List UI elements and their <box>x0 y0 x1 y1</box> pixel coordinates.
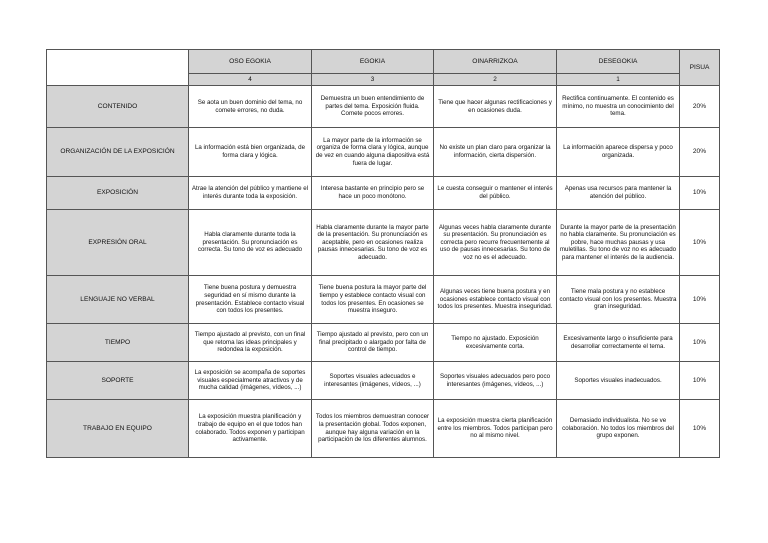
descriptor-cell: La exposición se acompaña de soportes visuales especialmente atractivos y de mucha calidad (imágenes, vídeos, ...) <box>189 362 312 400</box>
level-number-3: 3 <box>312 74 434 86</box>
descriptor-cell: Algunas veces habla claramente durante su presentación. Su pronunciación es correcta pero recurre frecuentemente al uso de pausas innecesarias. Su tono de voz no es el adecuado. <box>434 210 557 276</box>
descriptor-cell: Apenas usa recursos para mantener la atención del público. <box>557 177 680 210</box>
weight-header: PISUA <box>680 50 720 86</box>
descriptor-cell: Le cuesta conseguir o mantener el interés del público. <box>434 177 557 210</box>
table-row <box>47 210 720 276</box>
descriptor-cell: La información aparece dispersa y poco organizada. <box>557 128 680 177</box>
table-row <box>47 276 720 324</box>
descriptor-cell: Todos los miembros demuestran conocer la presentación global. Todos exponen, aunque hay alguna variación en la participación de los diferentes alumnos. <box>312 400 434 458</box>
table-row <box>47 86 720 128</box>
descriptor-cell: Soportes visuales inadecuados. <box>557 362 680 400</box>
level-header-1: DESEGOKIA <box>557 50 680 74</box>
criterion-label: ORGANIZACIÓN DE LA EXPOSICIÓN <box>47 128 189 177</box>
level-header-2: OINARRIZKOA <box>434 50 557 74</box>
weight-cell: 10% <box>680 276 720 324</box>
weight-cell: 10% <box>680 177 720 210</box>
corner-cell <box>47 50 189 86</box>
weight-cell: 20% <box>680 86 720 128</box>
level-header-3: EGOKIA <box>312 50 434 74</box>
descriptor-cell: Interesa bastante en principio pero se hace un poco monótono. <box>312 177 434 210</box>
descriptor-cell: Tiempo ajustado al previsto, pero con un final precipitado o alargado por falta de control de tiempo. <box>312 324 434 362</box>
descriptor-cell: La mayor parte de la información se organiza de forma clara y lógica, aunque de vez en cuando alguna diapositiva está fuera de lugar. <box>312 128 434 177</box>
weight-cell: 20% <box>680 128 720 177</box>
descriptor-cell: Habla claramente durante toda la presentación. Su pronunciación es correcta. Su tono de voz es adecuado <box>189 210 312 276</box>
descriptor-cell: No existe un plan claro para organizar la información, cierta dispersión. <box>434 128 557 177</box>
weight-cell: 10% <box>680 362 720 400</box>
criterion-label: CONTENIDO <box>47 86 189 128</box>
descriptor-cell: Algunas veces tiene buena postura y en ocasiones establece contacto visual con todos los presentes. Muestra inseguridad. <box>434 276 557 324</box>
descriptor-cell: La exposición muestra cierta planificación entre los miembros. Todos participan pero no al mismo nivel. <box>434 400 557 458</box>
descriptor-cell: Atrae la atención del público y mantiene el interés durante toda la exposición. <box>189 177 312 210</box>
level-number-4: 4 <box>189 74 312 86</box>
descriptor-cell: La información está bien organizada, de forma clara y lógica. <box>189 128 312 177</box>
criterion-label: TRABAJO EN EQUIPO <box>47 400 189 458</box>
table-row <box>47 128 720 177</box>
descriptor-cell: Tiene mala postura y no establece contacto visual con los presentes. Muestra gran inseguridad. <box>557 276 680 324</box>
table-row <box>47 400 720 458</box>
level-number-2: 2 <box>434 74 557 86</box>
descriptor-cell: Habla claramente durante la mayor parte de la presentación. Su pronunciación es aceptable, pero en ocasiones realiza pausas innecesarias. Su tono de voz es adecuado. <box>312 210 434 276</box>
level-number-1: 1 <box>557 74 680 86</box>
weight-cell: 10% <box>680 210 720 276</box>
descriptor-cell: Soportes visuales adecuados e interesantes (imágenes, vídeos, ...) <box>312 362 434 400</box>
rubric-table <box>46 49 720 458</box>
weight-cell: 10% <box>680 400 720 458</box>
descriptor-cell: Rectifica continuamente. El contenido es mínimo, no muestra un conocimiento del tema. <box>557 86 680 128</box>
criterion-label: EXPRESIÓN ORAL <box>47 210 189 276</box>
descriptor-cell: Tiene que hacer algunas rectificaciones y en ocasiones duda. <box>434 86 557 128</box>
descriptor-cell: Tiempo no ajustado. Exposición excesivamente corta. <box>434 324 557 362</box>
descriptor-cell: Tiene buena postura la mayor parte del tiempo y establece contacto visual con todos los presentes. En ocasiones se muestra inseguro. <box>312 276 434 324</box>
descriptor-cell: Demasiado individualista. No se ve colaboración. No todos los miembros del grupo exponen. <box>557 400 680 458</box>
table-row <box>47 177 720 210</box>
header-row <box>47 50 720 74</box>
criterion-label: EXPOSICIÓN <box>47 177 189 210</box>
criterion-label: LENGUAJE NO VERBAL <box>47 276 189 324</box>
table-row <box>47 362 720 400</box>
descriptor-cell: Excesivamente largo o insuficiente para desarrollar correctamente el tema. <box>557 324 680 362</box>
table-row <box>47 324 720 362</box>
descriptor-cell: Soportes visuales adecuados pero poco interesantes (imágenes, vídeos, ...) <box>434 362 557 400</box>
level-header-4: OSO EGOKIA <box>189 50 312 74</box>
descriptor-cell: La exposición muestra planificación y trabajo de equipo en el que todos han colaborado. Todos exponen y participan activamente. <box>189 400 312 458</box>
criterion-label: TIEMPO <box>47 324 189 362</box>
descriptor-cell: Tiempo ajustado al previsto, con un final que retoma las ideas principales y redondea la exposición. <box>189 324 312 362</box>
descriptor-cell: Durante la mayor parte de la presentación no habla claramente. Su pronunciación es pobre, hace muchas pausas y usa muletillas. Su tono de voz no es adecuado para mantener el interés de la audiencia. <box>557 210 680 276</box>
weight-cell: 10% <box>680 324 720 362</box>
descriptor-cell: Demuestra un buen entendimiento de partes del tema. Exposición fluida. Comete pocos errores. <box>312 86 434 128</box>
criterion-label: SOPORTE <box>47 362 189 400</box>
descriptor-cell: Tiene buena postura y demuestra seguridad en sí mismo durante la presentación. Establece contacto visual con todos los presentes. <box>189 276 312 324</box>
descriptor-cell: Se aota un buen dominio del tema, no comete errores, no duda. <box>189 86 312 128</box>
